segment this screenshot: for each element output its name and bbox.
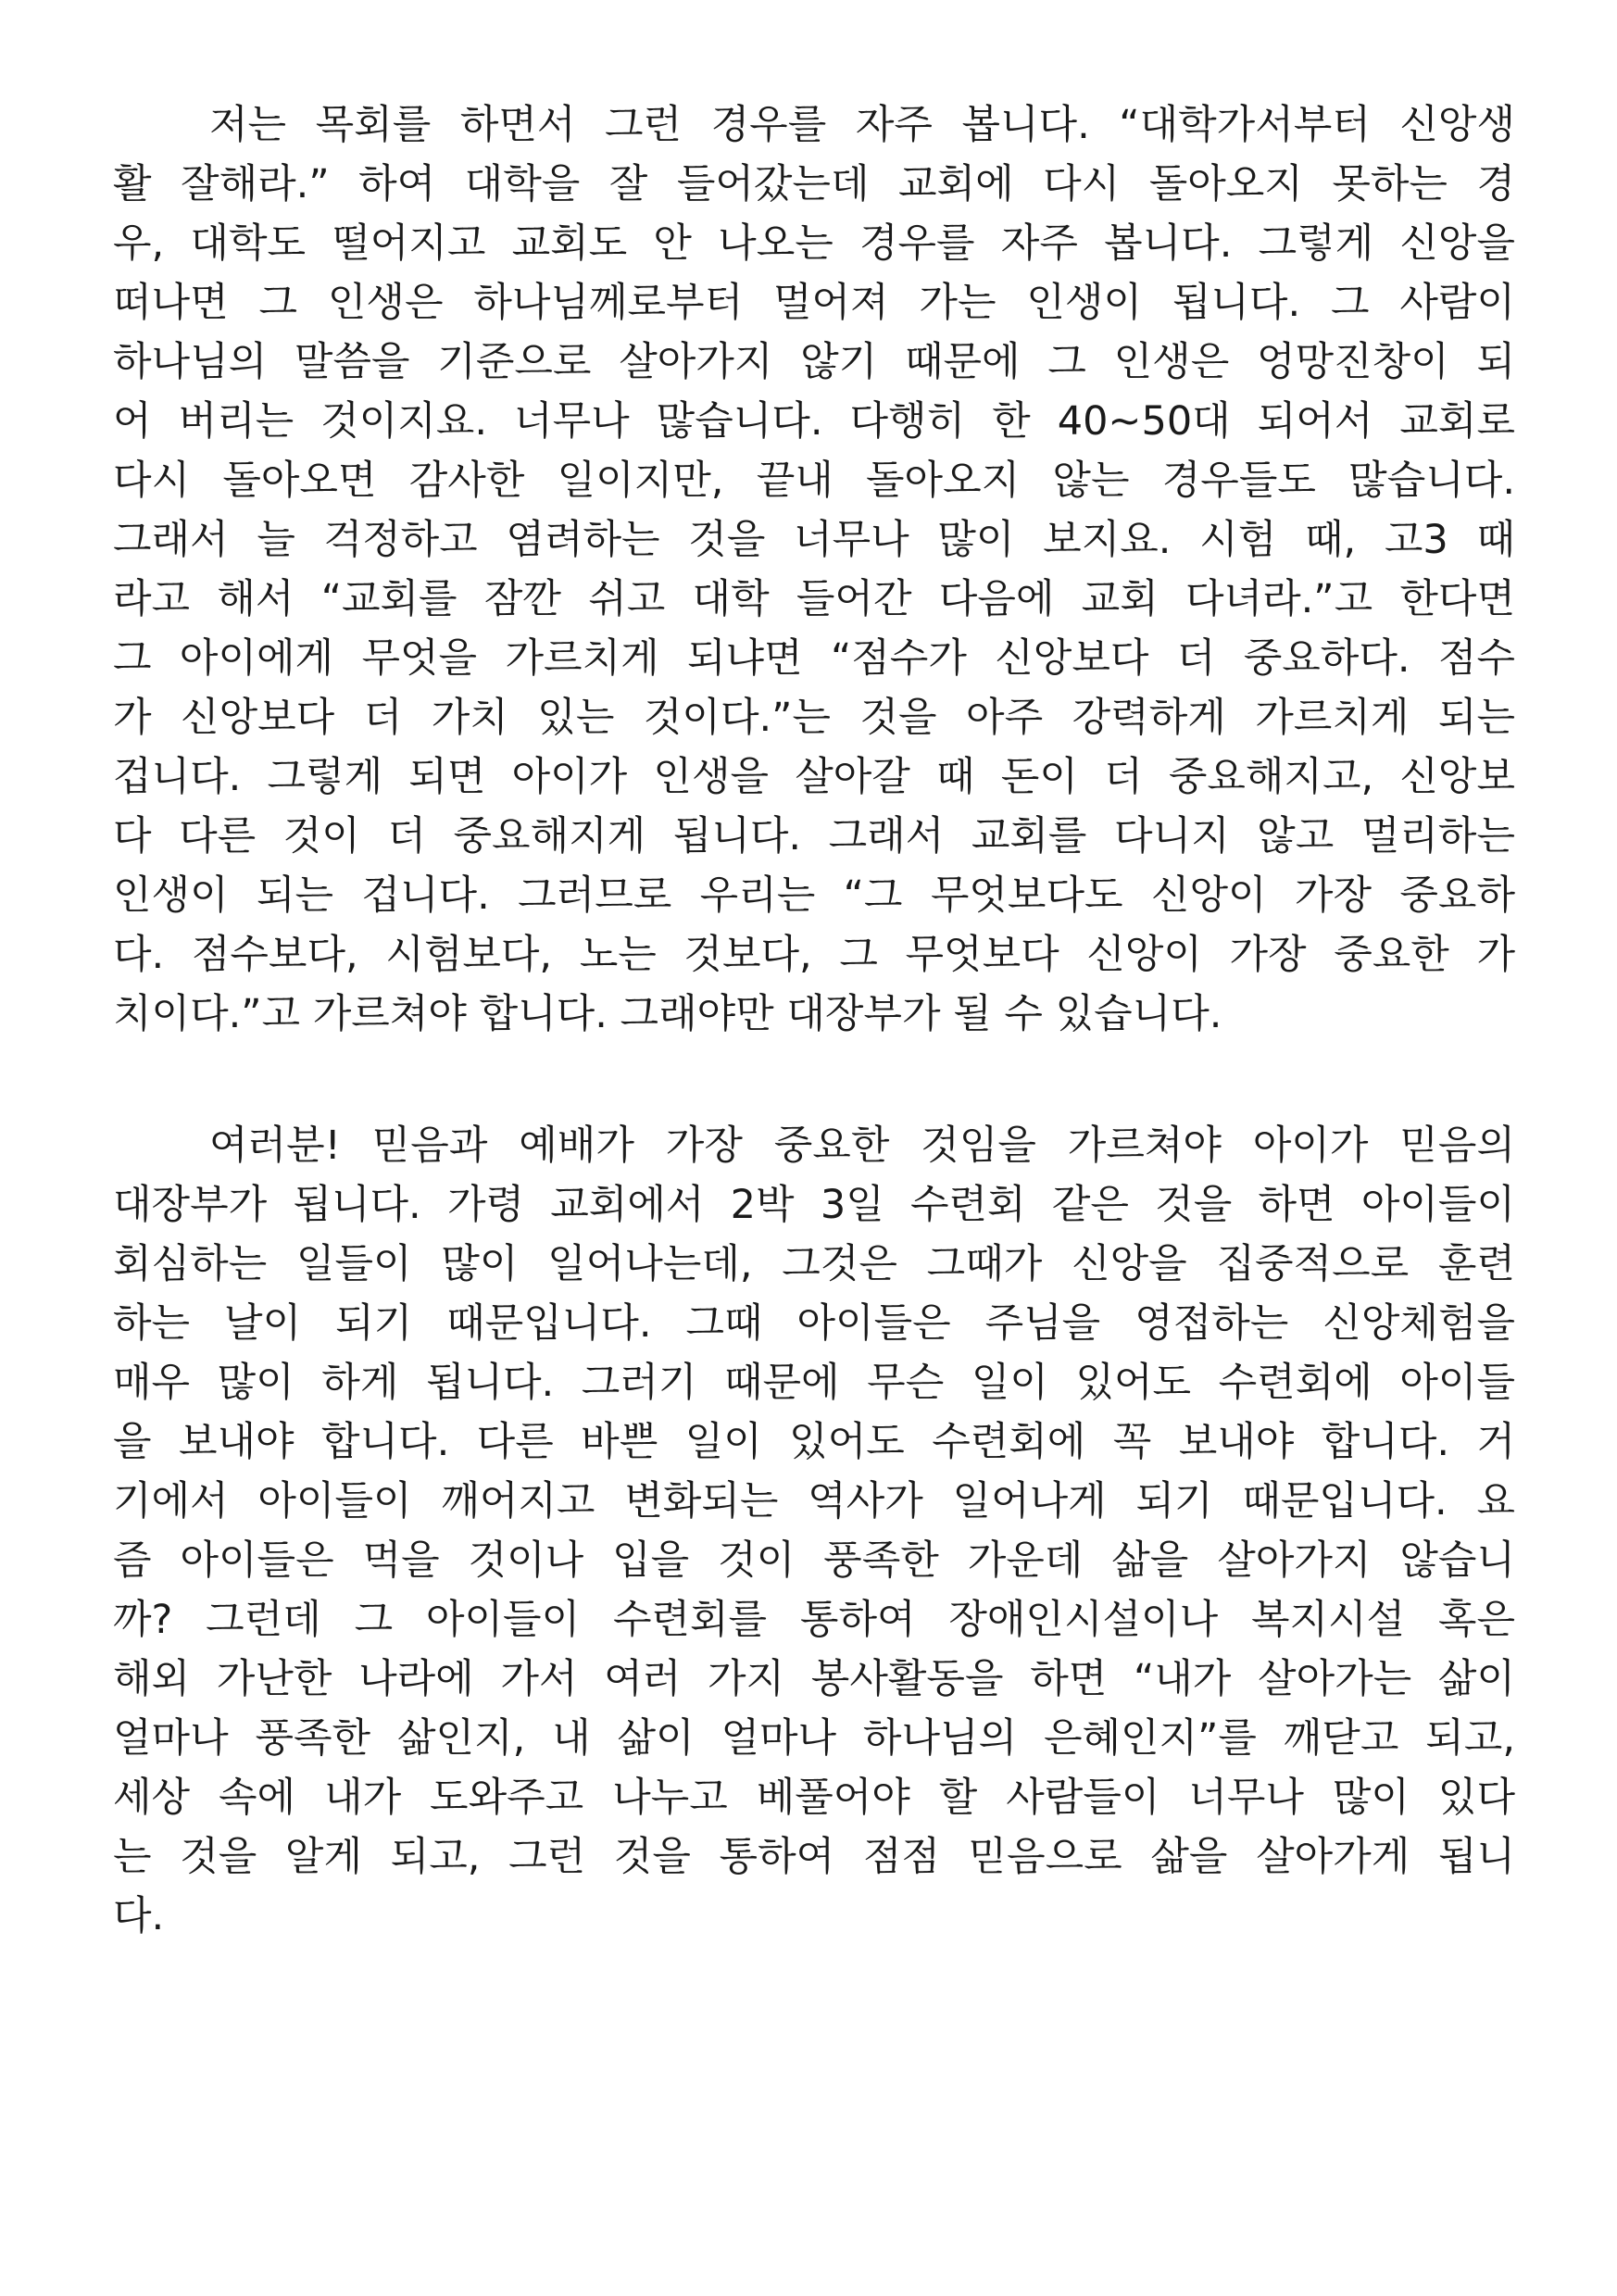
- paragraph-line: 가 신앙보다 더 가치 있는 것이다.”는 것을 아주 강력하게 가르치게 되는: [113, 695, 1515, 741]
- paragraph-line: 어 버리는 것이지요. 너무나 많습니다. 다행히 한 40~50대 되어서 교회로: [113, 398, 1515, 445]
- paragraph-line: 세상 속에 내가 도와주고 나누고 베풀어야 할 사람들이 너무나 많이 있다: [113, 1775, 1515, 1821]
- paragraph-line: 매우 많이 하게 됩니다. 그러기 때문에 무슨 일이 있어도 수련회에 아이들: [113, 1360, 1515, 1406]
- paragraph-line: 그 아이에게 무엇을 가르치게 되냐면 “점수가 신앙보다 더 중요하다. 점수: [113, 635, 1515, 682]
- paragraph-line: 우, 대학도 떨어지고 교회도 안 나오는 경우를 자주 봅니다. 그렇게 신앙을: [113, 220, 1515, 267]
- paragraph-1: [113, 95, 1515, 1044]
- paragraph-line: 다 다른 것이 더 중요해지게 됩니다. 그래서 교회를 다니지 않고 멀리하는: [113, 813, 1515, 859]
- paragraph-line: 하나님의 말씀을 기준으로 살아가지 않기 때문에 그 인생은 엉망진창이 되: [113, 339, 1515, 385]
- paragraph-line: 기에서 아이들이 깨어지고 변화되는 역사가 일어나게 되기 때문입니다. 요: [113, 1478, 1515, 1524]
- paragraph-line: 겁니다. 그렇게 되면 아이가 인생을 살아갈 때 돈이 더 중요해지고, 신앙보: [113, 754, 1515, 800]
- paragraph-line: 을 보내야 합니다. 다른 바쁜 일이 있어도 수련회에 꼭 보내야 합니다. 거: [113, 1419, 1515, 1465]
- paragraph-line: 여러분! 믿음과 예배가 가장 중요한 것임을 가르쳐야 아이가 믿음의: [209, 1123, 1515, 1169]
- paragraph-line: 활 잘해라.” 하여 대학을 잘 들어갔는데 교회에 다시 돌아오지 못하는 경: [113, 161, 1515, 207]
- paragraph-line: 치이다.”고 가르쳐야 합니다. 그래야만 대장부가 될 수 있습니다.: [113, 991, 1222, 1037]
- paragraph-line: 는 것을 알게 되고, 그런 것을 통하여 점점 믿음으로 삶을 살아가게 됩니: [113, 1834, 1515, 1880]
- paragraph-line: 하는 날이 되기 때문입니다. 그때 아이들은 주님을 영접하는 신앙체험을: [113, 1300, 1515, 1347]
- paragraph-line: 저는 목회를 하면서 그런 경우를 자주 봅니다. “대학가서부터 신앙생: [209, 102, 1515, 148]
- paragraph-line: 라고 해서 “교회를 잠깐 쉬고 대학 들어간 다음에 교회 다녀라.”고 한다면: [113, 576, 1515, 622]
- document-body: [113, 95, 1515, 1946]
- paragraph-line: 다. 점수보다, 시험보다, 노는 것보다, 그 무엇보다 신앙이 가장 중요한 가: [113, 932, 1515, 978]
- paragraph-line: 그래서 늘 걱정하고 염려하는 것을 너무나 많이 보지요. 시험 때, 고3 때: [113, 517, 1515, 563]
- paragraph-line: 다시 돌아오면 감사한 일이지만, 끝내 돌아오지 않는 경우들도 많습니다.: [113, 458, 1515, 504]
- paragraph-line: 다.: [113, 1893, 165, 1939]
- paragraph-line: 즘 아이들은 먹을 것이나 입을 것이 풍족한 가운데 삶을 살아가지 않습니: [113, 1537, 1515, 1584]
- paragraph-line: 회심하는 일들이 많이 일어나는데, 그것은 그때가 신앙을 집중적으로 훈련: [113, 1241, 1515, 1287]
- paragraph-line: 떠나면 그 인생은 하나님께로부터 멀어져 가는 인생이 됩니다. 그 사람이: [113, 280, 1515, 326]
- paragraph-line: 인생이 되는 겁니다. 그러므로 우리는 “그 무엇보다도 신앙이 가장 중요하: [113, 872, 1515, 919]
- paragraph-line: 얼마나 풍족한 삶인지, 내 삶이 얼마나 하나님의 은혜인지”를 깨닫고 되고,: [113, 1715, 1515, 1762]
- paragraph-line: 해외 가난한 나라에 가서 여러 가지 봉사활동을 하면 “내가 살아가는 삶이: [113, 1656, 1515, 1702]
- paragraph-2: [113, 1116, 1515, 1946]
- paragraph-line: 대장부가 됩니다. 가령 교회에서 2박 3일 수련회 같은 것을 하면 아이들이: [113, 1182, 1515, 1228]
- paragraph-line: 까? 그런데 그 아이들이 수련회를 통하여 장애인시설이나 복지시설 혹은: [113, 1597, 1515, 1643]
